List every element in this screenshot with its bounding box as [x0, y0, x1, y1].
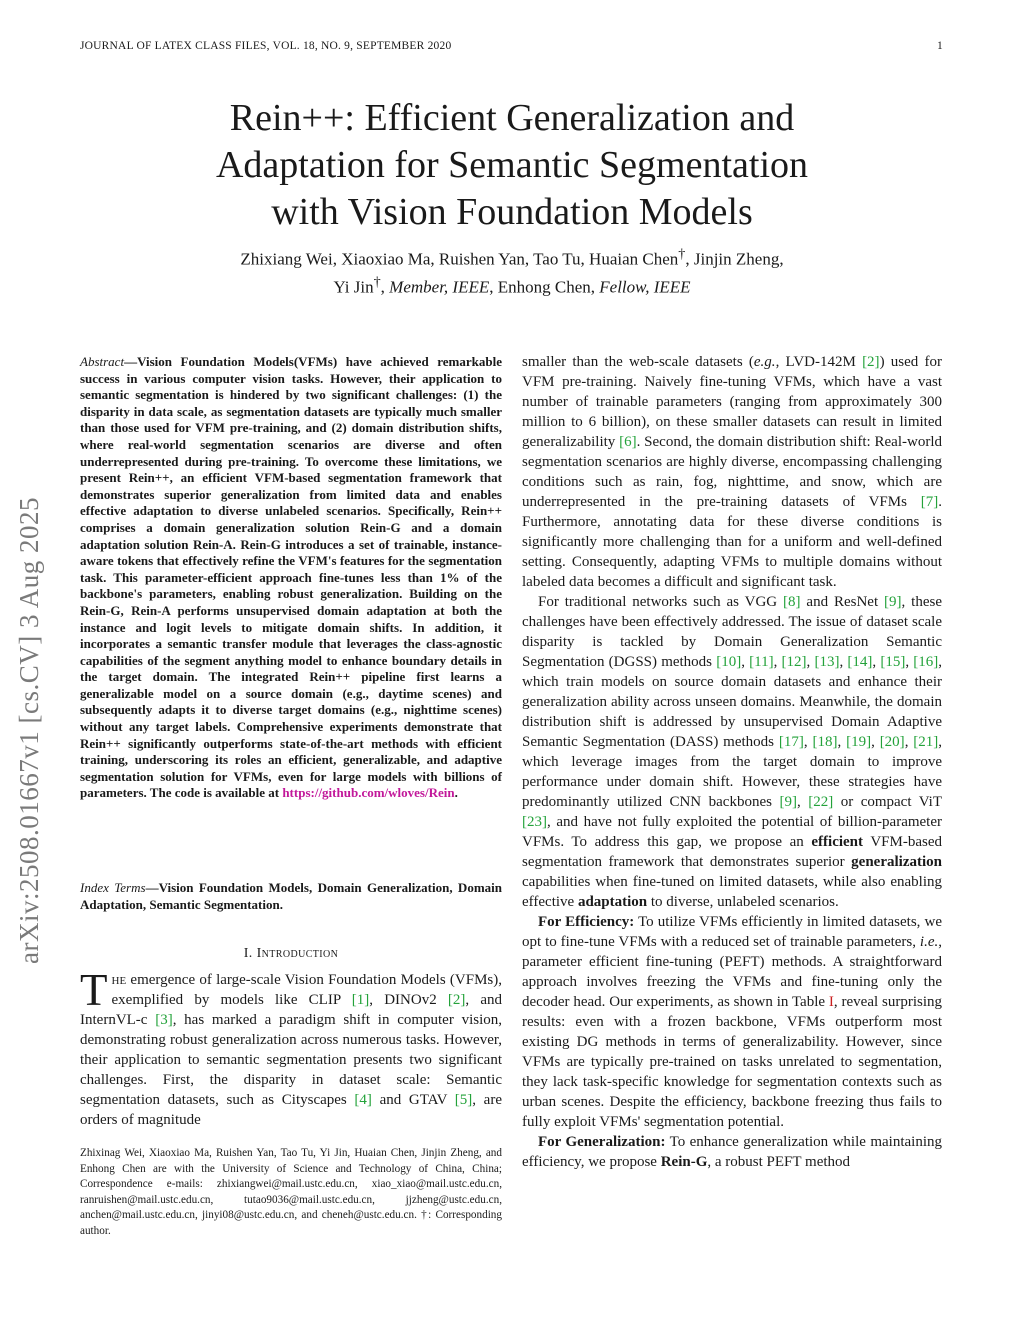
body-text: , LVD-142M: [775, 354, 863, 370]
body-text: , a robust PEFT method: [707, 1154, 851, 1170]
body-text: . Furthermore, annotating data for these diverse conditions is significantly more challenging than for a uniform and well-defined setting. Consequently, adapting VFMs to multiple domains without labeled data becomes a difficult and significant task.: [522, 494, 942, 590]
citation-link[interactable]: [21]: [913, 734, 939, 750]
dagger-mark: †: [678, 246, 686, 262]
authors-text: , Enhong Chen,: [489, 277, 600, 297]
authors-text: Zhixiang Wei, Xiaoxiao Ma, Ruishen Yan, Tao Tu, Huaian Chen: [240, 249, 679, 269]
citation-link[interactable]: [23]: [522, 814, 547, 830]
member-title: Member, IEEE: [389, 277, 490, 297]
body-text: , and have not fully exploited the potential of billion-parameter VFMs. To address this gap, we propose an: [522, 814, 942, 850]
bold-term: adaptation: [577, 894, 648, 910]
intro-text: emergence of large-scale Vision Foundation Models (VFMs), exemplified by models like CLIP: [111, 972, 502, 1008]
body-text: For traditional networks such as VGG: [538, 594, 784, 610]
bold-term: efficient: [811, 834, 864, 850]
intro-text: and GTAV: [371, 1092, 455, 1108]
body-text: VFM-based segmentation framework that demonstrates superior: [522, 834, 942, 870]
citation-link[interactable]: [15]: [880, 654, 906, 670]
bold-term: Rein-G: [660, 1154, 708, 1170]
index-terms-dash: —: [145, 880, 159, 895]
intro-text: , and InternVL-c: [80, 992, 502, 1028]
author-line: [100, 243, 924, 271]
citation-link[interactable]: [14]: [847, 654, 873, 670]
citation-link[interactable]: [9]: [779, 794, 797, 810]
bold-term: generalization: [851, 854, 942, 870]
abstract-dash: —: [124, 354, 138, 369]
right-column: [522, 352, 942, 1172]
affiliation-footnote: Zhixinag Wei, Xiaoxiao Ma, Ruishen Yan, Tao Tu, Yi Jin, Huaian Chen, Jinjin Zheng, and Enhong Chen are with the University of Science and Technology of China, China; Correspondence e-mails: zhixiangwei@mail.ustc.edu.cn, xiao_xiao@mail.ustc.edu.cn, ranruishen@mail.ustc.edu.cn, tutao9036@mail.ustc.edu.cn, jjzheng@ustc.edu.cn, anchen@mail.ustc.edu.cn, jinyi08@ustc.edu.cn, and cheneh@ustc.edu.cn. †: Corresponding author.: [80, 1147, 502, 1237]
fellow-title: Fellow, IEEE: [599, 277, 691, 297]
abstract-end: .: [454, 785, 458, 801]
index-terms-label: Index Terms: [80, 880, 146, 895]
citation-link[interactable]: [7]: [920, 494, 939, 510]
section-heading: [80, 946, 502, 962]
section-title: Introduction: [256, 946, 339, 961]
citation-link[interactable]: [1]: [351, 992, 370, 1008]
citation-link[interactable]: [18]: [812, 734, 838, 750]
citation-link[interactable]: [22]: [808, 794, 834, 810]
code-link[interactable]: https://github.com/wloves/Rein: [282, 785, 455, 801]
authors-text: Yi Jin: [333, 277, 374, 297]
citation-link[interactable]: [3]: [155, 1012, 173, 1028]
title-line: with Vision Foundation Models: [271, 191, 753, 233]
body-text: smaller than the web-scale datasets (: [522, 354, 754, 370]
body-text: or compact ViT: [833, 794, 942, 810]
authors-text: ,: [380, 277, 390, 297]
paragraph-head: For Generalization:: [538, 1134, 666, 1150]
citation-link[interactable]: [2]: [862, 354, 880, 370]
abstract: [80, 354, 502, 802]
abstract-label: Abstract: [80, 354, 125, 369]
body-text: , these challenges have been effectively addressed. The issue of dataset scale disparity is tackled by Domain Generalization Semantic Segmentation (DGSS) methods: [522, 594, 942, 670]
citation-link[interactable]: [4]: [354, 1092, 372, 1108]
section-number: I.: [243, 946, 257, 961]
citation-link[interactable]: [16]: [913, 654, 939, 670]
intro-text: , has marked a paradigm shift in computer vision, demonstrating robust generalization across numerous tasks. However, their application to semantic segmentation presents two significant challenges. First, the disparity in dataset scale: Semantic segmentation datasets, such as Cityscapes: [80, 1012, 502, 1108]
title-line: Adaptation for Semantic Segmentation: [215, 144, 809, 186]
citation-link[interactable]: [9]: [884, 594, 902, 610]
body-text: and ResNet: [800, 594, 885, 610]
body-text: To utilize VFMs efficiently in limited datasets, we opt to fine-tune VFMs with a reduced set of trainable parameters,: [522, 914, 942, 950]
paragraph: [522, 1132, 942, 1172]
title-line: Rein++: Efficient Generalization and: [229, 97, 795, 139]
index-terms-body: Vision Foundation Models, Domain Generalization, Domain Adaptation, Semantic Segmentation.: [80, 880, 502, 912]
authors-text: , Jinjin Zheng,: [685, 249, 784, 269]
citation-link[interactable]: [6]: [619, 434, 637, 450]
citation-link[interactable]: [13]: [814, 654, 840, 670]
citation-link[interactable]: [10]: [716, 654, 742, 670]
paragraph: [522, 912, 942, 1132]
body-text: i.e.: [919, 934, 939, 950]
paragraph: [522, 352, 942, 592]
intro-text: , are orders of magnitude: [80, 1092, 502, 1128]
author-list: [100, 243, 924, 298]
body-text: . Second, the domain distribution shift: Real-world segmentation scenarios are highly diverse, encompassing challenging conditions such as rain, fog, nighttime, and snow, which are underrepresented in the pre-training datasets of VFMs: [522, 434, 942, 510]
intro-smallcaps: he: [111, 972, 127, 988]
arxiv-stamp: arXiv:2508.01667v1 [cs.CV] 3 Aug 2025: [14, 497, 44, 964]
abstract-body: Vision Foundation Models(VFMs) have achieved remarkable success in various computer vision tasks. However, their application to semantic segmentation is hindered by two significant challenges: (1) the disparity in data scale, as segmentation datasets are typically much smaller than those used for VFM pre-training, and (2) domain distribution shifts, where real-world segmentation scenarios are diverse and often underrepresented during pre-training. To overcome these limitations, we present Rein++, an efficient VFM-based segmentation framework that demonstrates superior generalization from limited data and enables effective adaptation to diverse unlabeled scenarios. Specifically, Rein++ comprises a domain generalization solution Rein-G and a domain adaptation solution Rein-A. Rein-G introduces a set of trainable, instance-aware tokens that effectively refine the VFM's features for the segmentation task. This parameter-efficient approach fine-tunes less than 1% of the backbone's parameters, enabling robust generalization. Building on the Rein-G, Rein-A performs unsupervised domain adaptation at both the instance and logit levels to mitigate domain shifts. In addition, it incorporates a semantic transfer module that leverages the class-agnostic capabilities of the segment anything model to enhance boundary details in the target domain. The integrated Rein++ pipeline first learns a generalizable model on a source domain (e.g., daytime scenes) and subsequently adapts it to diverse target domains (e.g., nighttime scenes) without any target labels. Comprehensive experiments demonstrate that Rein++ significantly outperforms state-of-the-art methods with efficient training, underscoring its roles an efficient, generalizable, and adaptive segmentation solution for VFMs, even for large models with billions of parameters. The code is available at: [80, 354, 502, 801]
body-text: , reveal surprising results: even with a frozen backbone, VFMs outperform most existing DG methods in terms of generalizability. However, since VFMs are typically pre-trained on tasks unrelated to segmentation, they lack task-specific knowledge for segmentation contexts such as urban scenes. Despite the efficiency, backbone freezing thus fails to fully exploit VFMs' segmentation potential.: [522, 994, 942, 1130]
author-line: [100, 271, 924, 299]
body-text: , which train models on source domain datasets and enhance their generalization ability across unseen domains. Meanwhile, the domain distribution shift is addressed by unsupervised Domain Adaptive Semantic Segmentation (DASS) methods: [522, 654, 943, 750]
dagger-mark: †: [373, 273, 381, 290]
citation-link[interactable]: [5]: [454, 1092, 473, 1108]
body-text: , which leverage images from the target domain to improve performance under domain shift. However, these strategies have predominantly utilized CNN backbones: [522, 734, 943, 810]
paragraph: For traditional networks such as VGG [8] and ResNet [9], these challenges have been effectively addressed. The issue of dataset scale disparity is tackled by Domain Generalization Semantic Segmentation (DGSS) methods [10], [11], [12], [13], [14], [15], [16], which train models on source domain datasets and enhance their generalization ability across unseen domains. Meanwhile, the domain distribution shift is addressed by unsupervised Domain Adaptive Semantic Segmentation (DASS) methods [17], [18], [19], [20], [21], which leverage images from the target domain to improve performance under domain shift. However, these strategies have predominantly utilized CNN backbones [9], [22] or compact ViT [23], and have not fully exploited the potential of billion-parameter VFMs. To address this gap, we propose an efficient VFM-based segmentation framework that demonstrates superior generalization capabilities when fine-tuned on limited datasets, while also enabling effective adaptation to diverse, unlabeled scenarios.: [522, 594, 943, 910]
body-text: capabilities when fine-tuned on limited datasets, while also enabling effective: [522, 874, 942, 910]
intro-text: , DINOv2: [369, 992, 448, 1008]
body-text: , parameter efficient fine-tuning (PEFT) methods. A straightforward approach involves freezing the VFMs and fine-tuning only the decoder head. Our experiments, as shown in Table: [522, 934, 942, 1010]
drop-cap: T: [80, 965, 108, 1015]
body-text: to diverse, unlabeled scenarios.: [647, 894, 839, 910]
table-link[interactable]: I: [828, 994, 834, 1010]
citation-link[interactable]: [2]: [447, 992, 466, 1008]
intro-paragraph: [80, 965, 502, 1130]
citation-link[interactable]: [8]: [783, 594, 801, 610]
citation-link[interactable]: [17]: [778, 734, 804, 750]
index-terms: [80, 880, 502, 913]
body-text: ) used for VFM pre-training. Naively fine-tuning VFMs, which have a vast number of trainable parameters (ranging from approximately 300 million to 6 billion), on these smaller datasets can result in limited generalizability: [522, 354, 942, 450]
citation-link[interactable]: [19]: [846, 734, 872, 750]
citation-link[interactable]: [11]: [749, 654, 774, 670]
citation-link[interactable]: [20]: [879, 734, 905, 750]
page-number: 1: [937, 40, 943, 52]
running-header: JOURNAL OF LATEX CLASS FILES, VOL. 18, NO. 9, SEPTEMBER 2020: [80, 40, 452, 52]
body-text: To enhance generalization while maintaining efficiency, we propose: [522, 1134, 942, 1170]
paper-title: [100, 95, 924, 236]
paragraph-head: For Efficiency:: [538, 914, 635, 930]
body-text: e.g.: [753, 354, 776, 370]
citation-link[interactable]: [12]: [781, 654, 807, 670]
